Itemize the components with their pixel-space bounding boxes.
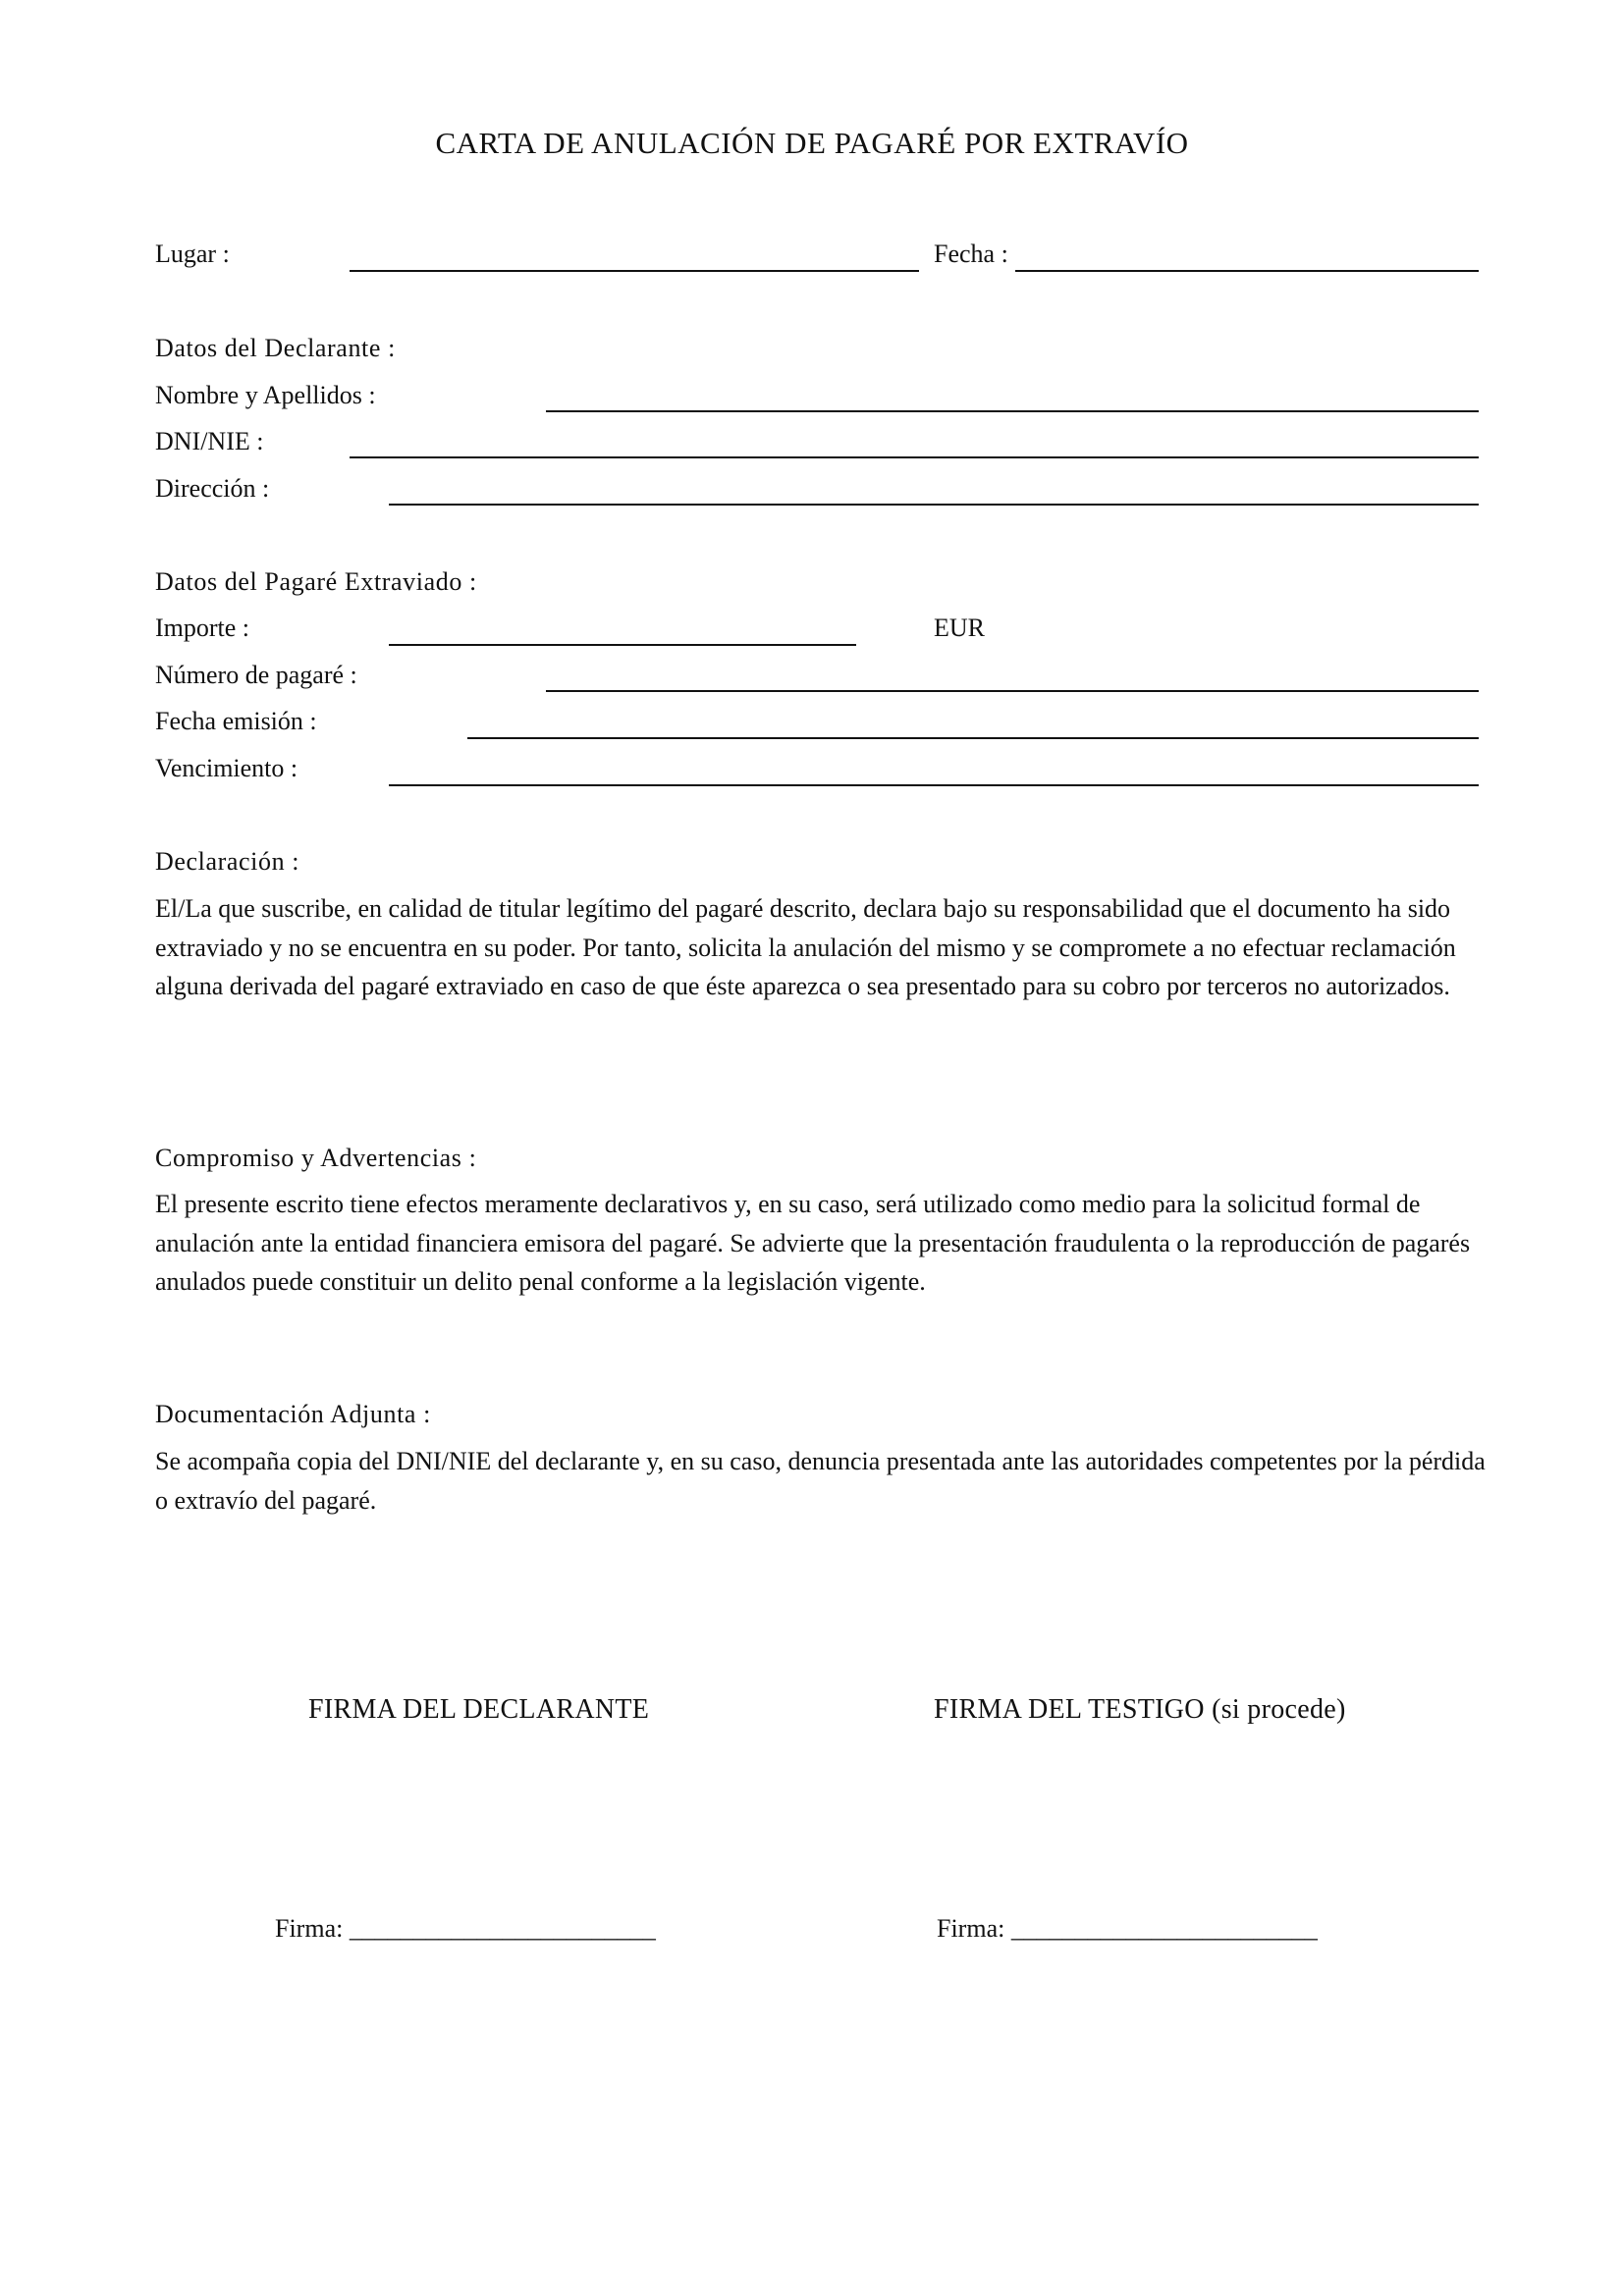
lugar-field-line[interactable] bbox=[350, 270, 919, 272]
vencimiento-field-line[interactable] bbox=[389, 784, 1479, 786]
documentacion-text: Se acompaña copia del DNI/NIE del declarante y, en su caso, denuncia presentada ante las autoridades competentes por la pérdida o extravío del pagaré. bbox=[155, 1447, 1486, 1515]
direccion-label: Dirección : bbox=[155, 474, 270, 503]
nombre-field-line[interactable] bbox=[546, 410, 1479, 412]
pagare-heading: Datos del Pagaré Extraviado : bbox=[155, 567, 477, 596]
compromiso-text: El presente escrito tiene efectos meramente declarativos y, en su caso, será utilizado como medio para la solicitud formal de anulación ante la entidad financiera emisora del pagaré. Se advierte que la presentación fraudulenta o la reproducción de pagarés anulados puede constituir un delito penal conforme a la legislación vigente. bbox=[155, 1190, 1471, 1296]
numero-pagare-field-line[interactable] bbox=[546, 690, 1479, 692]
firma-declarante-heading: FIRMA DEL DECLARANTE bbox=[308, 1694, 650, 1725]
fecha-field-line[interactable] bbox=[1015, 270, 1479, 272]
fecha-emision-label: Fecha emisión : bbox=[155, 707, 317, 735]
declarante-heading: Datos del Declarante : bbox=[155, 334, 396, 362]
firma-declarante-field[interactable]: Firma: ________________________ bbox=[275, 1914, 656, 1943]
documentacion-heading: Documentación Adjunta : bbox=[155, 1400, 431, 1428]
nombre-label: Nombre y Apellidos : bbox=[155, 381, 376, 409]
dni-label: DNI/NIE : bbox=[155, 427, 264, 455]
document-title: CARTA DE ANULACIÓN DE PAGARÉ POR EXTRAVÍO bbox=[435, 126, 1189, 160]
currency-label: EUR bbox=[934, 614, 985, 642]
compromiso-heading: Compromiso y Advertencias : bbox=[155, 1144, 477, 1172]
numero-pagare-label: Número de pagaré : bbox=[155, 661, 357, 689]
declaracion-heading: Declaración : bbox=[155, 847, 300, 876]
firma-testigo-field[interactable]: Firma: ________________________ bbox=[937, 1914, 1318, 1943]
firma-testigo-heading: FIRMA DEL TESTIGO (si procede) bbox=[934, 1694, 1346, 1725]
fecha-label: Fecha : bbox=[934, 240, 1008, 268]
lugar-label: Lugar : bbox=[155, 240, 230, 268]
direccion-field-line[interactable] bbox=[389, 504, 1479, 506]
importe-field-line[interactable] bbox=[389, 644, 856, 646]
importe-label: Importe : bbox=[155, 614, 250, 642]
fecha-emision-field-line[interactable] bbox=[467, 737, 1479, 739]
vencimiento-label: Vencimiento : bbox=[155, 754, 298, 782]
dni-field-line[interactable] bbox=[350, 456, 1479, 458]
declaracion-text: El/La que suscribe, en calidad de titular legítimo del pagaré descrito, declara bajo su responsabilidad que el documento ha sido extraviado y no se encuentra en su poder. Por tanto, solicita la anulación del mismo y se compromete a no efectuar reclamación alguna derivada del pagaré extraviado en caso de que éste aparezca o sea presentado para su cobro por terceros no autorizados. bbox=[155, 894, 1456, 1000]
